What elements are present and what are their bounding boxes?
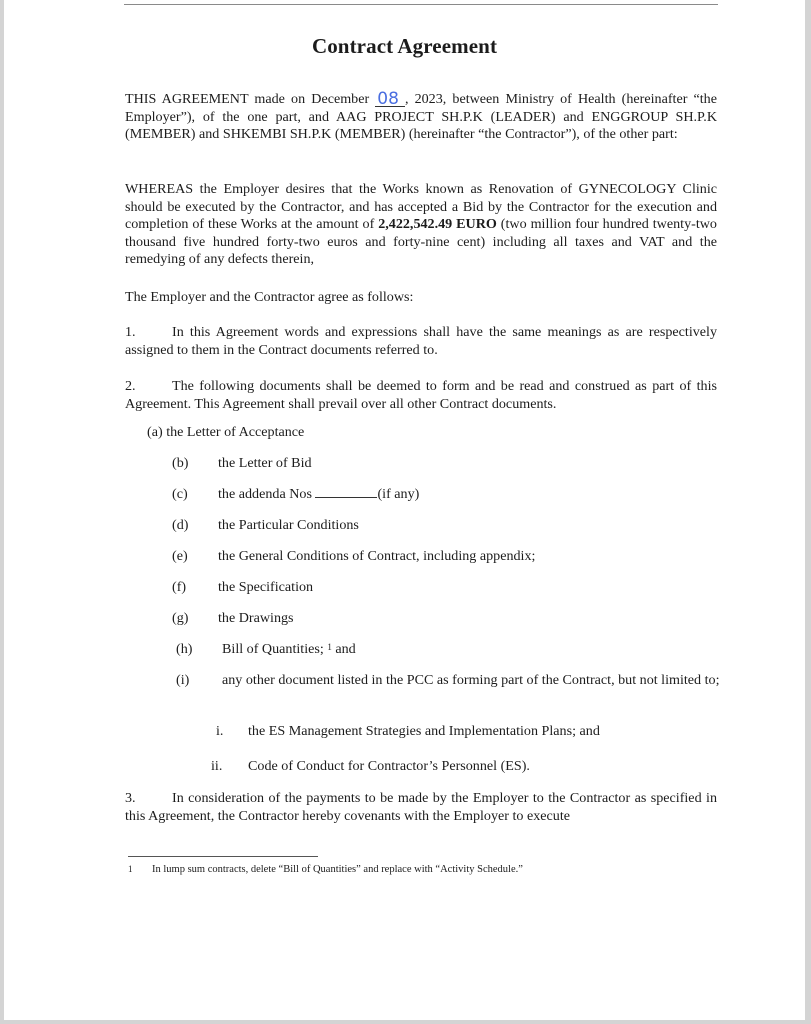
list-text-after: and <box>335 641 356 657</box>
clause-text: In consideration of the payments to be made by the Employer to the Contractor as specified in this Agreement, the Contractor hereby covenants with the Employer to execute <box>125 790 717 824</box>
clause-number: 3. <box>125 790 136 806</box>
list-label: (g) <box>172 610 189 626</box>
list-label: (d) <box>172 517 189 533</box>
footnote-separator <box>128 856 318 857</box>
preamble-after-date: , 2023, between Ministry of Health (hereinafter “the Employer”), of the one part, and AAG PROJECT SH.P.K (LEADER) and ENGGROUP SH.P.K (MEMBER) and SHKEMBI SH.P.K (MEMBER) (hereinafter “the Contractor”), of the other part: <box>125 91 717 143</box>
preamble-paragraph <box>125 91 717 144</box>
handwritten-date-day: 08 <box>375 92 405 107</box>
whereas-before-amount: WHEREAS the Employer desires that the Works known as Renovation of GYNECOLOGY Clinic should be executed by the Contractor, and has accepted a Bid by the Contractor for the execution and completion of these Works at the amount of <box>125 181 717 233</box>
sub-text: the ES Management Strategies and Implementation Plans; and <box>248 723 600 739</box>
sub-label: i. <box>216 723 224 739</box>
list-text-before: Bill of Quantities; <box>222 641 324 657</box>
list-text: the Specification <box>218 579 314 595</box>
list-text: any other document listed in the PCC as forming part of the Contract, but not limited to; <box>222 672 720 688</box>
list-label: (a) <box>147 424 163 440</box>
list-text-before: the addenda Nos <box>218 486 312 502</box>
clause-number: 2. <box>125 378 136 394</box>
document-page <box>4 0 805 1020</box>
clause-3 <box>125 790 717 825</box>
sub-text: Code of Conduct for Contractor’s Personnel (ES). <box>248 758 530 774</box>
list-item-a <box>147 424 304 442</box>
list-text-after: (if any) <box>377 486 420 502</box>
agree-intro: The Employer and the Contractor agree as follows: <box>125 289 414 305</box>
contract-amount: 2,422,542.49 EURO <box>378 216 497 233</box>
footnote <box>128 863 523 876</box>
clause-1 <box>125 324 717 359</box>
clause-number: 1. <box>125 324 136 340</box>
whereas-paragraph <box>125 181 717 269</box>
preamble-before-date: THIS AGREEMENT made on December <box>125 91 370 107</box>
list-label: (e) <box>172 548 188 564</box>
sub-label: ii. <box>211 758 223 774</box>
list-label: (i) <box>176 672 190 688</box>
list-label: (f) <box>172 579 187 595</box>
list-text <box>218 486 419 504</box>
list-text <box>222 641 356 659</box>
header-rule <box>124 4 718 5</box>
list-label: (h) <box>176 641 193 657</box>
clause-text: In this Agreement words and expressions shall have the same meanings as are respectively assigned to them in the Contract documents referred to. <box>125 324 717 358</box>
footnote-mark: 1 <box>128 864 133 874</box>
list-text: the Letter of Bid <box>218 455 312 471</box>
whereas-after-amount: (two million four hundred twenty-two thousand five hundred forty-two euros and forty-nine cent) including all taxes and VAT and the remedying of any defects therein, <box>125 216 717 268</box>
footnote-reference: 1 <box>327 642 332 652</box>
addenda-blank-line <box>315 486 377 498</box>
list-text: the Letter of Acceptance <box>166 424 305 440</box>
list-label: (c) <box>172 486 188 502</box>
clause-text: The following documents shall be deemed to form and be read and construed as part of this Agreement. This Agreement shall prevail over all other Contract documents. <box>125 378 717 412</box>
list-label: (b) <box>172 455 189 471</box>
list-text: the General Conditions of Contract, including appendix; <box>218 548 536 564</box>
list-text: the Particular Conditions <box>218 517 359 533</box>
clause-2 <box>125 378 717 413</box>
document-title: Contract Agreement <box>311 34 498 58</box>
list-text: the Drawings <box>218 610 294 626</box>
footnote-text: In lump sum contracts, delete “Bill of Quantities” and replace with “Activity Schedule.” <box>152 864 523 875</box>
